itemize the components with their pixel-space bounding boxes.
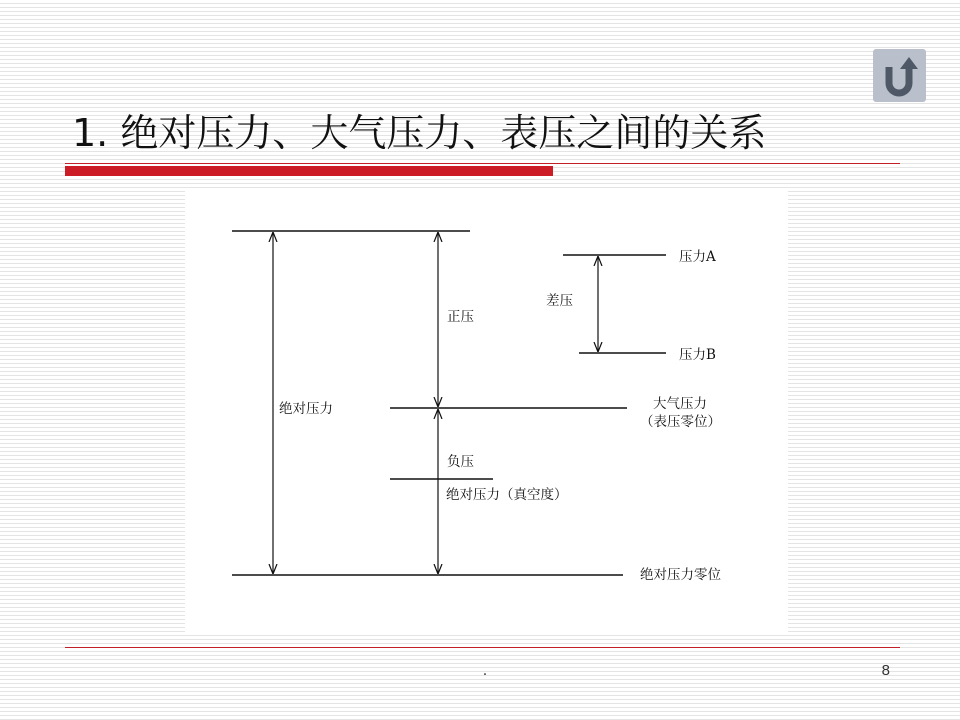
label-atmospheric-pressure: 大气压力 (653, 396, 707, 412)
footer-mark: . (482, 663, 488, 679)
u-turn-back-icon (873, 49, 926, 102)
label-pressure-b: 压力B (679, 347, 716, 363)
label-negative-pressure: 负压 (447, 454, 474, 470)
title-rule (65, 163, 900, 164)
label-gauge-zero: （表压零位） (640, 414, 721, 430)
slide-title: 1. 绝对压力、大气压力、表压之间的关系 (72, 111, 767, 155)
label-absolute-zero: 绝对压力零位 (640, 567, 721, 583)
label-absolute-pressure: 绝对压力 (279, 401, 333, 417)
label-vacuum: 绝对压力（真空度） (446, 487, 568, 503)
pressure-diagram (185, 188, 788, 635)
back-button[interactable] (873, 49, 926, 102)
page-number: 8 (881, 662, 890, 679)
label-pressure-a: 压力A (679, 249, 716, 265)
footer-rule (65, 647, 900, 648)
title-accent-bar (65, 166, 553, 176)
label-differential-pressure: 差压 (546, 293, 573, 309)
label-positive-pressure: 正压 (447, 309, 474, 325)
